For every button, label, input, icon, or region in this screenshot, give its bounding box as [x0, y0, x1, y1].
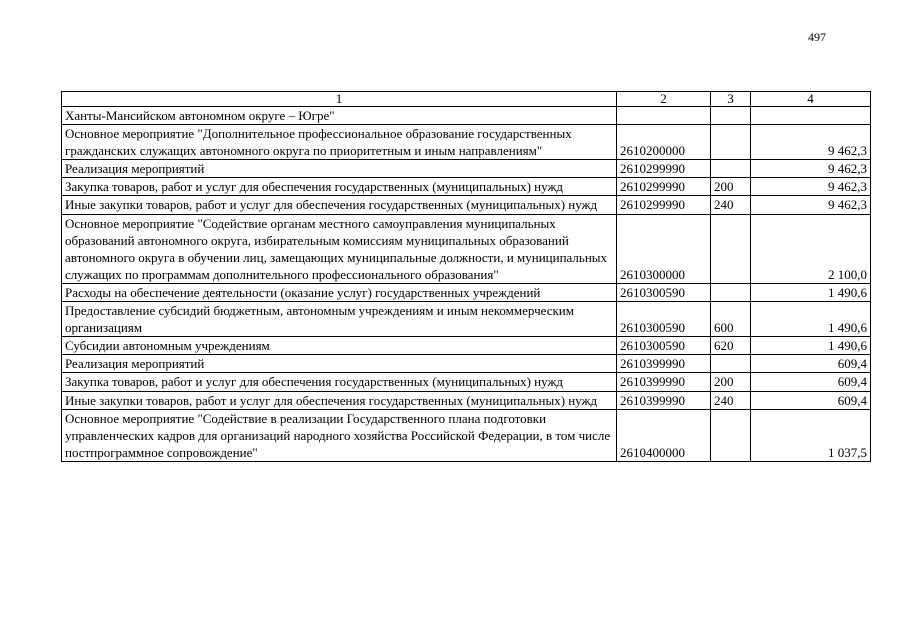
row-sum: 9 462,3	[751, 196, 871, 214]
row-type	[711, 409, 751, 461]
row-sum: 1 490,6	[751, 283, 871, 301]
table-row	[62, 409, 871, 461]
row-name: Субсидии автономным учреждениям	[62, 337, 617, 355]
row-name: Расходы на обеспечение деятельности (оказание услуг) государственных учреждений	[62, 283, 617, 301]
row-code: 2610399990	[617, 355, 711, 373]
row-type: 240	[711, 391, 751, 409]
row-type	[711, 125, 751, 160]
row-code: 2610299990	[617, 178, 711, 196]
row-type: 600	[711, 302, 751, 337]
row-name: Иные закупки товаров, работ и услуг для обеспечения государственных (муниципальных) нужд	[62, 196, 617, 214]
row-code: 2610300590	[617, 302, 711, 337]
table-row	[62, 283, 871, 301]
row-name: Реализация мероприятий	[62, 160, 617, 178]
row-code: 2610299990	[617, 196, 711, 214]
row-type	[711, 160, 751, 178]
row-name: Основное мероприятие "Содействие в реализации Государственного плана подготовки управленческих кадров для организаций народного хозяйства Российской Федерации, в том числе постпрограммное сопровождение"	[62, 409, 617, 461]
header-cell-code: 2	[617, 92, 711, 107]
header-cell-sum: 4	[751, 92, 871, 107]
table-row	[62, 125, 871, 160]
row-type: 240	[711, 196, 751, 214]
row-type	[711, 214, 751, 283]
row-type: 620	[711, 337, 751, 355]
row-sum: 9 462,3	[751, 125, 871, 160]
row-type	[711, 355, 751, 373]
page-number: 497	[808, 30, 826, 44]
row-sum: 609,4	[751, 391, 871, 409]
table-row	[62, 178, 871, 196]
table-row	[62, 355, 871, 373]
row-name: Ханты-Мансийском автономном округе – Югре"	[62, 107, 617, 125]
row-name: Иные закупки товаров, работ и услуг для обеспечения государственных (муниципальных) нужд	[62, 391, 617, 409]
row-type	[711, 107, 751, 125]
row-type	[711, 283, 751, 301]
row-code: 2610300590	[617, 283, 711, 301]
row-sum: 609,4	[751, 355, 871, 373]
row-sum: 1 490,6	[751, 302, 871, 337]
table-row	[62, 160, 871, 178]
table-row	[62, 196, 871, 214]
row-code: 2610399990	[617, 391, 711, 409]
row-type: 200	[711, 373, 751, 391]
row-sum: 1 037,5	[751, 409, 871, 461]
row-code: 2610399990	[617, 373, 711, 391]
table-row	[62, 337, 871, 355]
row-code: 2610200000	[617, 125, 711, 160]
table-row	[62, 391, 871, 409]
row-sum	[751, 107, 871, 125]
table-row	[62, 214, 871, 283]
row-sum: 9 462,3	[751, 178, 871, 196]
row-name: Закупка товаров, работ и услуг для обеспечения государственных (муниципальных) нужд	[62, 373, 617, 391]
row-code: 2610400000	[617, 409, 711, 461]
header-cell-type: 3	[711, 92, 751, 107]
row-sum: 1 490,6	[751, 337, 871, 355]
row-sum: 9 462,3	[751, 160, 871, 178]
row-code: 2610300000	[617, 214, 711, 283]
row-code: 2610300590	[617, 337, 711, 355]
row-name: Закупка товаров, работ и услуг для обеспечения государственных (муниципальных) нужд	[62, 178, 617, 196]
table-row	[62, 373, 871, 391]
table-header-row	[62, 92, 871, 107]
header-cell-name: 1	[62, 92, 617, 107]
row-name: Основное мероприятие "Дополнительное профессиональное образование государственных гражданских служащих автономного округа по приоритетным и иным направлениям"	[62, 125, 617, 160]
table-row	[62, 107, 871, 125]
row-sum: 609,4	[751, 373, 871, 391]
row-code	[617, 107, 711, 125]
budget-table	[61, 91, 871, 462]
row-type: 200	[711, 178, 751, 196]
table-row	[62, 302, 871, 337]
row-sum: 2 100,0	[751, 214, 871, 283]
row-name: Реализация мероприятий	[62, 355, 617, 373]
row-name: Основное мероприятие "Содействие органам местного самоуправления муниципальных образований автономного округа, избирательным комиссиям муниципальных образований автономного округа в обучении лиц, замещающих муниципальные должности, и муниципальных служащих по программам дополнительного профессионального образования"	[62, 214, 617, 283]
row-code: 2610299990	[617, 160, 711, 178]
row-name: Предоставление субсидий бюджетным, автономным учреждениям и иным некоммерческим организациям	[62, 302, 617, 337]
